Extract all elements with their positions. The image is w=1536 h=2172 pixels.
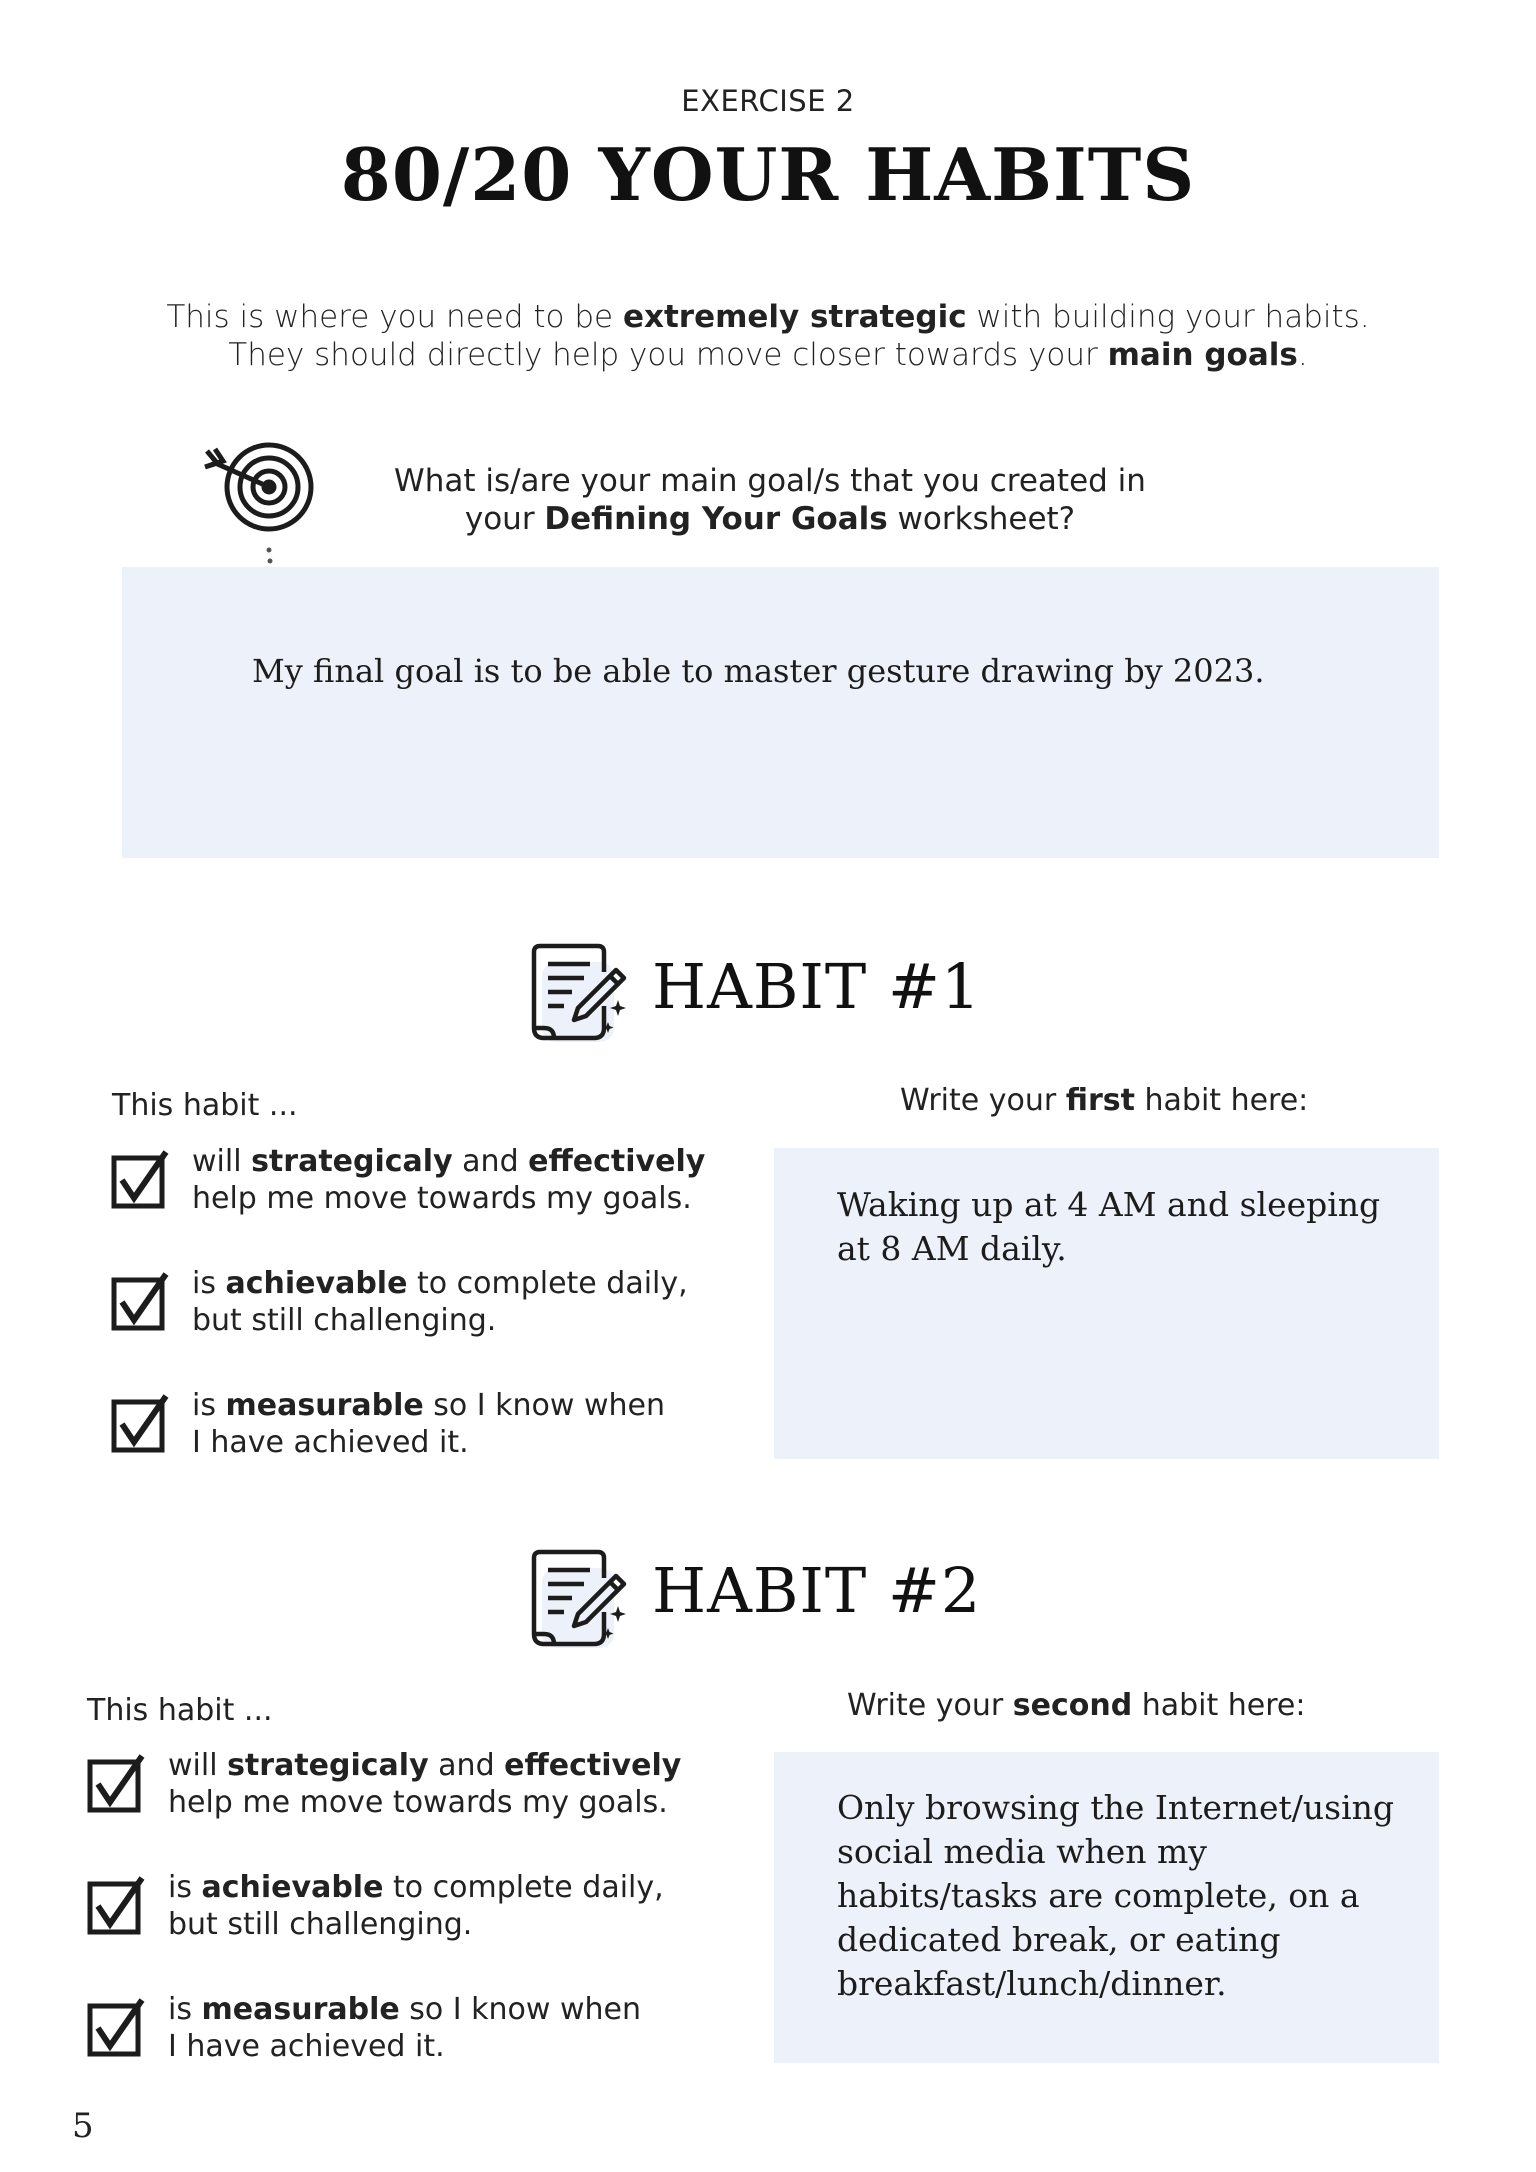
habit-1-answer-text: Waking up at 4 AM and sleeping at 8 AM daily. — [837, 1185, 1381, 1268]
habit-1-write-label: Write your first habit here: — [900, 1083, 1309, 1118]
habit-2-criterion-2: is achievable to complete daily, but still challenging. — [168, 1870, 664, 1942]
habit-2-criterion-1: will strategicaly and effectively help me move towards my goals. — [168, 1748, 682, 1820]
habit-1-criterion-1: will strategicaly and effectively help me move towards my goals. — [192, 1144, 706, 1216]
checkbox-checked-icon[interactable] — [86, 1754, 146, 1814]
intro-text: This is where you need to be extremely strategic with building your habits. They should directly help you move closer towards your main goals. — [166, 299, 1370, 373]
habit-1-this-habit: This habit ... — [112, 1088, 298, 1123]
checkbox-checked-icon[interactable] — [110, 1394, 170, 1454]
goal-answer-box[interactable] — [122, 567, 1439, 858]
notepad-pencil-icon — [528, 1548, 628, 1652]
page-title: 80/20 YOUR HABITS — [340, 132, 1196, 217]
habit-1-title: HABIT #1 — [652, 950, 982, 1023]
checkbox-checked-icon[interactable] — [86, 1876, 146, 1936]
checkbox-checked-icon[interactable] — [110, 1150, 170, 1210]
habit-1-criterion-3: is measurable so I know when I have achieved it. — [192, 1388, 666, 1460]
checkbox-checked-icon[interactable] — [86, 1998, 146, 2058]
checkbox-checked-icon[interactable] — [110, 1272, 170, 1332]
habit-2-write-label: Write your second habit here: — [847, 1688, 1306, 1723]
exercise-label: EXERCISE 2 — [681, 84, 855, 118]
habit-2-title: HABIT #2 — [652, 1554, 982, 1627]
habit-2-this-habit: This habit ... — [87, 1693, 273, 1728]
goal-answer-text: My final goal is to be able to master gesture drawing by 2023. — [252, 652, 1265, 690]
notepad-pencil-icon — [528, 942, 628, 1046]
habit-2-criterion-3: is measurable so I know when I have achieved it. — [168, 1992, 642, 2064]
goal-question: What is/are your main goal/s that you created in your Defining Your Goals worksheet? — [394, 463, 1146, 537]
habit-1-criterion-2: is achievable to complete daily, but still challenging. — [192, 1266, 688, 1338]
page-number: 5 — [72, 2106, 94, 2146]
habit-2-answer-text: Only browsing the Internet/using social media when my habits/tasks are complete, on a dedicated break, or eating breakfast/lunch/dinner. — [837, 1788, 1395, 2003]
